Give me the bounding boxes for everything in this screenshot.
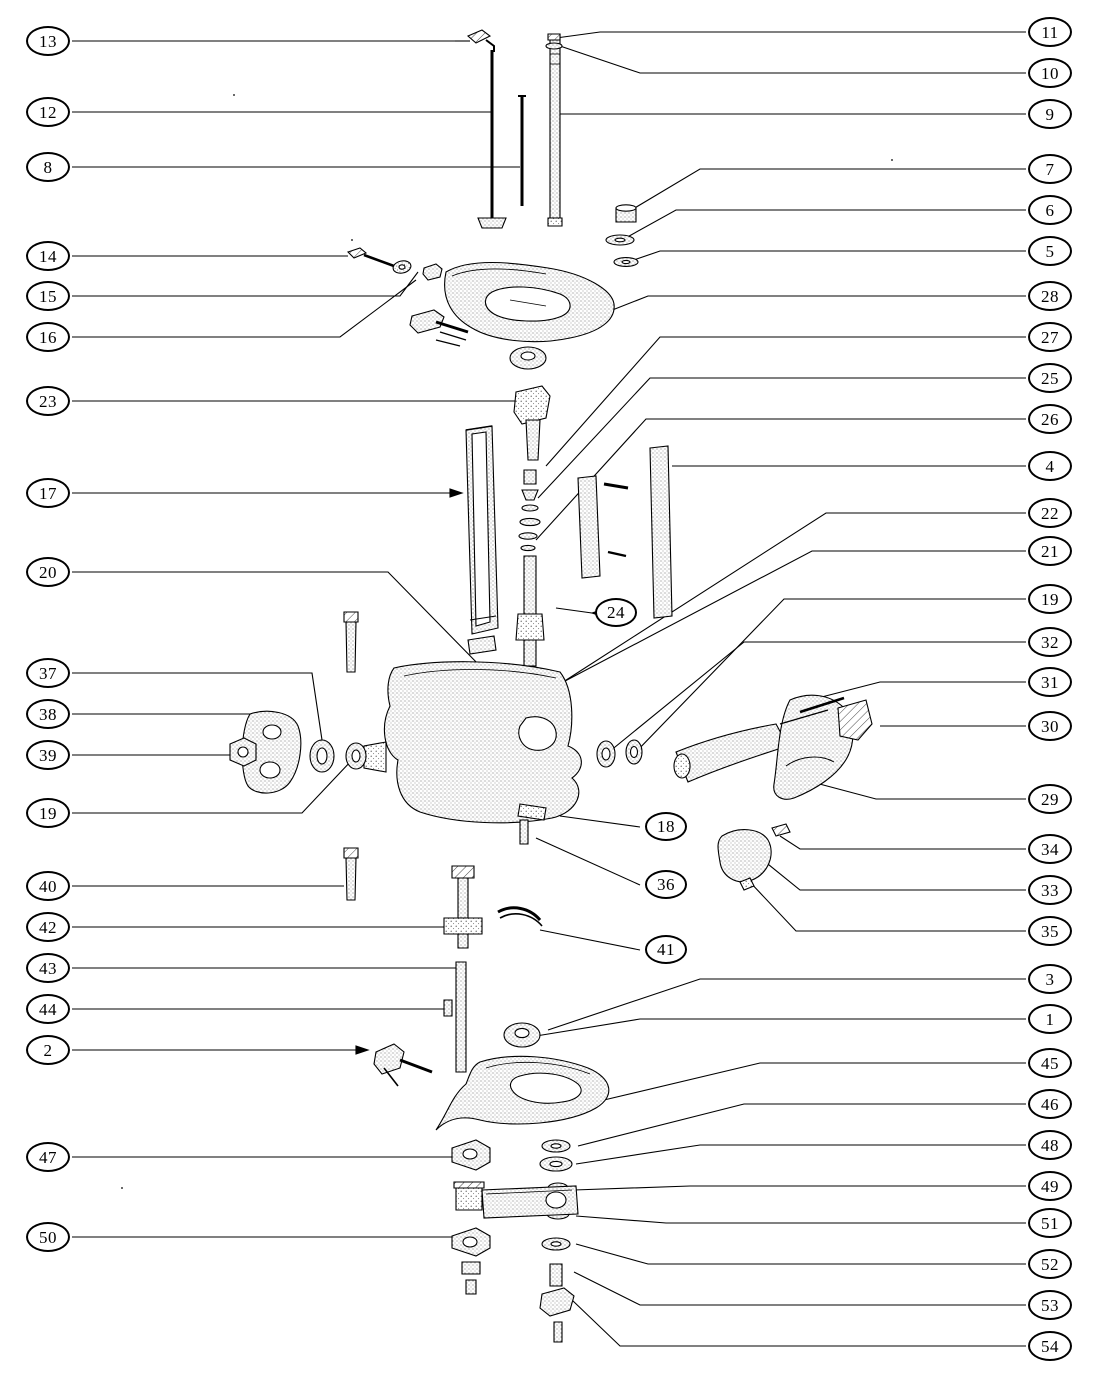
callout-54[interactable]: 54 <box>1028 1331 1072 1361</box>
callout-8[interactable]: 8 <box>26 152 70 182</box>
callout-10[interactable]: 10 <box>1028 58 1072 88</box>
callout-51[interactable]: 51 <box>1028 1208 1072 1238</box>
callout-29[interactable]: 29 <box>1028 784 1072 814</box>
callout-44[interactable]: 44 <box>26 994 70 1024</box>
callout-6[interactable]: 6 <box>1028 195 1072 225</box>
callout-27[interactable]: 27 <box>1028 322 1072 352</box>
callout-46[interactable]: 46 <box>1028 1089 1072 1119</box>
callout-4[interactable]: 4 <box>1028 451 1072 481</box>
callout-32[interactable]: 32 <box>1028 627 1072 657</box>
callout-34[interactable]: 34 <box>1028 834 1072 864</box>
callout-12[interactable]: 12 <box>26 97 70 127</box>
callout-19-right[interactable]: 19 <box>1028 584 1072 614</box>
callout-36[interactable]: 36 <box>645 870 687 899</box>
callout-14[interactable]: 14 <box>26 241 70 271</box>
callout-19-left[interactable]: 19 <box>26 798 70 828</box>
callout-38[interactable]: 38 <box>26 699 70 729</box>
callout-20[interactable]: 20 <box>26 557 70 587</box>
callout-35[interactable]: 35 <box>1028 916 1072 946</box>
callout-18[interactable]: 18 <box>645 812 687 841</box>
callout-47[interactable]: 47 <box>26 1142 70 1172</box>
callout-16[interactable]: 16 <box>26 322 70 352</box>
callout-5[interactable]: 5 <box>1028 236 1072 266</box>
callout-22[interactable]: 22 <box>1028 498 1072 528</box>
callout-49[interactable]: 49 <box>1028 1171 1072 1201</box>
callout-3[interactable]: 3 <box>1028 964 1072 994</box>
callout-26[interactable]: 26 <box>1028 404 1072 434</box>
callout-1[interactable]: 1 <box>1028 1004 1072 1034</box>
callout-48[interactable]: 48 <box>1028 1130 1072 1160</box>
callout-43[interactable]: 43 <box>26 953 70 983</box>
callout-40[interactable]: 40 <box>26 871 70 901</box>
callout-45[interactable]: 45 <box>1028 1048 1072 1078</box>
callout-42[interactable]: 42 <box>26 912 70 942</box>
callout-31[interactable]: 31 <box>1028 667 1072 697</box>
callout-37[interactable]: 37 <box>26 658 70 688</box>
callout-7[interactable]: 7 <box>1028 154 1072 184</box>
callout-52[interactable]: 52 <box>1028 1249 1072 1279</box>
callout-33[interactable]: 33 <box>1028 875 1072 905</box>
callout-50[interactable]: 50 <box>26 1222 70 1252</box>
callout-17[interactable]: 17 <box>26 478 70 508</box>
callout-21[interactable]: 21 <box>1028 536 1072 566</box>
callout-13[interactable]: 13 <box>26 26 70 56</box>
callout-23[interactable]: 23 <box>26 386 70 416</box>
callout-2[interactable]: 2 <box>26 1035 70 1065</box>
callout-53[interactable]: 53 <box>1028 1290 1072 1320</box>
callout-28[interactable]: 28 <box>1028 281 1072 311</box>
callout-9[interactable]: 9 <box>1028 99 1072 129</box>
callout-30[interactable]: 30 <box>1028 711 1072 741</box>
callout-15[interactable]: 15 <box>26 281 70 311</box>
callout-11[interactable]: 11 <box>1028 17 1072 47</box>
callout-24[interactable]: 24 <box>595 598 637 627</box>
callout-25[interactable]: 25 <box>1028 363 1072 393</box>
callout-41[interactable]: 41 <box>645 935 687 964</box>
callout-39[interactable]: 39 <box>26 740 70 770</box>
